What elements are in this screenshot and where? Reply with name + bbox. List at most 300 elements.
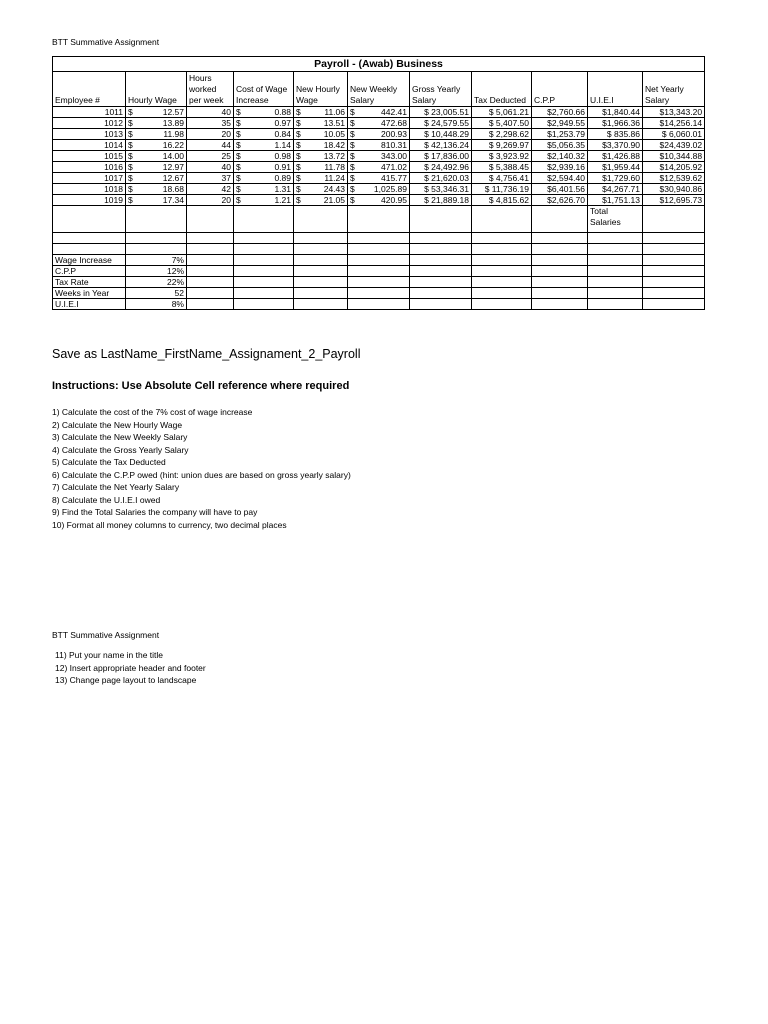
empty-cell (187, 255, 234, 266)
uiei-cell: $ 835.86 (588, 129, 643, 140)
uiei-cell: $4,267.71 (588, 184, 643, 195)
parameter-row (53, 266, 705, 277)
tax-deducted-cell: $ 5,407.50 (472, 118, 532, 129)
empty-cell (234, 299, 294, 310)
employee-number-cell: 1017 (53, 173, 126, 184)
cost-of-increase-cell (234, 151, 294, 162)
currency-symbol: $ (236, 195, 241, 205)
currency-symbol: $ (350, 184, 355, 194)
empty-cell (532, 244, 588, 255)
empty-cell (234, 288, 294, 299)
parameter-row (53, 299, 705, 310)
empty-cell (532, 206, 588, 233)
currency-symbol: $ (128, 173, 133, 183)
empty-cell (294, 244, 348, 255)
empty-cell (643, 266, 705, 277)
table-row (53, 129, 705, 140)
new-weekly-salary-cell (348, 151, 410, 162)
empty-cell (643, 206, 705, 233)
cell-value: 0.91 (274, 162, 291, 172)
currency-symbol: $ (128, 151, 133, 161)
column-header: Hours worked per week (187, 72, 234, 107)
currency-symbol: $ (350, 195, 355, 205)
tax-deducted-cell: $ 11,736.19 (472, 184, 532, 195)
empty-cell (472, 206, 532, 233)
cell-value: 18.68 (162, 184, 184, 194)
empty-cell (532, 233, 588, 244)
cost-of-increase-cell (234, 184, 294, 195)
empty-cell (588, 277, 643, 288)
parameter-row (53, 277, 705, 288)
hourly-wage-cell (126, 173, 187, 184)
parameter-value: 52 (126, 288, 187, 299)
currency-symbol: $ (350, 140, 355, 150)
cell-value: 420.95 (381, 195, 407, 205)
currency-symbol: $ (350, 162, 355, 172)
currency-symbol: $ (236, 151, 241, 161)
cost-of-increase-cell (234, 173, 294, 184)
uiei-cell: $1,840.44 (588, 107, 643, 118)
total-salaries-label: Total Salaries (588, 206, 643, 233)
cell-value: 1.31 (274, 184, 291, 194)
total-row (53, 206, 705, 233)
gross-yearly-salary-cell: $ 21,620.03 (410, 173, 472, 184)
currency-symbol: $ (296, 129, 301, 139)
employee-number-cell: 1012 (53, 118, 126, 129)
cell-value: 415.77 (381, 173, 407, 183)
tax-deducted-cell: $ 9,269.97 (472, 140, 532, 151)
empty-cell (348, 255, 410, 266)
tax-deducted-cell: $ 5,061.21 (472, 107, 532, 118)
currency-symbol: $ (350, 129, 355, 139)
currency-symbol: $ (128, 195, 133, 205)
cpp-cell: $6,401.56 (532, 184, 588, 195)
net-yearly-salary-cell: $ 6,060.01 (643, 129, 705, 140)
currency-symbol: $ (236, 173, 241, 183)
cell-value: 0.84 (274, 129, 291, 139)
cell-value: 0.88 (274, 107, 291, 117)
instruction-step: 8) Calculate the U.I.E.I owed (52, 494, 161, 505)
header-row (53, 72, 705, 107)
empty-cell (643, 299, 705, 310)
hourly-wage-cell (126, 118, 187, 129)
parameter-value: 8% (126, 299, 187, 310)
cell-value: 11.24 (324, 173, 345, 183)
document-title-2: BTT Summative Assignment (52, 630, 160, 640)
uiei-cell: $1,959.44 (588, 162, 643, 173)
empty-cell (472, 233, 532, 244)
employee-number-cell: 1014 (53, 140, 126, 151)
hours-worked-cell: 44 (187, 140, 234, 151)
empty-cell (410, 266, 472, 277)
currency-symbol: $ (128, 107, 133, 117)
table-row (53, 162, 705, 173)
title-row (53, 57, 705, 72)
hours-worked-cell: 20 (187, 195, 234, 206)
column-header: Cost of Wage Increase (234, 72, 294, 107)
table-row (53, 184, 705, 195)
table-row (53, 107, 705, 118)
instruction-list-2 (55, 649, 206, 687)
empty-cell (234, 233, 294, 244)
hourly-wage-cell (126, 162, 187, 173)
cost-of-increase-cell (234, 129, 294, 140)
new-weekly-salary-cell (348, 162, 410, 173)
empty-cell (187, 206, 234, 233)
hourly-wage-cell (126, 107, 187, 118)
empty-cell (643, 288, 705, 299)
cpp-cell: $2,594.40 (532, 173, 588, 184)
empty-cell (348, 206, 410, 233)
cost-of-increase-cell (234, 107, 294, 118)
instruction-step: 3) Calculate the New Weekly Salary (52, 432, 188, 442)
empty-cell (294, 206, 348, 233)
parameter-value: 12% (126, 266, 187, 277)
empty-cell (410, 206, 472, 233)
empty-cell (348, 244, 410, 255)
column-header: Net Yearly Salary (643, 72, 705, 107)
instructions-title: Instructions: Use Absolute Cell reference where required (52, 380, 350, 392)
currency-symbol: $ (296, 140, 301, 150)
cell-value: 16.22 (162, 140, 184, 150)
tax-deducted-cell: $ 5,388.45 (472, 162, 532, 173)
new-hourly-wage-cell (294, 173, 348, 184)
new-weekly-salary-cell (348, 129, 410, 140)
instruction-step: 10) Format all money columns to currency, two decimal places (52, 519, 287, 530)
gross-yearly-salary-cell: $ 21,889.18 (410, 195, 472, 206)
cell-value: 13.51 (323, 118, 345, 128)
cpp-cell: $1,253.79 (532, 129, 588, 140)
new-hourly-wage-cell (294, 162, 348, 173)
hourly-wage-cell (126, 140, 187, 151)
currency-symbol: $ (296, 162, 301, 172)
empty-cell (126, 244, 187, 255)
empty-cell (187, 244, 234, 255)
cell-value: 18.42 (323, 140, 345, 150)
uiei-cell: $1,966.36 (588, 118, 643, 129)
net-yearly-salary-cell: $24,439.02 (643, 140, 705, 151)
parameter-label: C.P.P (53, 266, 126, 277)
hourly-wage-cell (126, 129, 187, 140)
cell-value: 12.57 (162, 107, 184, 117)
gross-yearly-salary-cell: $ 23,005.51 (410, 107, 472, 118)
gross-yearly-salary-cell: $ 24,579.55 (410, 118, 472, 129)
empty-cell (348, 288, 410, 299)
currency-symbol: $ (296, 195, 301, 205)
empty-cell (234, 277, 294, 288)
empty-cell (643, 255, 705, 266)
empty-cell (472, 255, 532, 266)
new-hourly-wage-cell (294, 118, 348, 129)
empty-cell (588, 299, 643, 310)
parameter-row (53, 288, 705, 299)
empty-cell (532, 277, 588, 288)
cell-value: 11.98 (163, 129, 184, 139)
hourly-wage-cell (126, 151, 187, 162)
empty-row (53, 233, 705, 244)
instruction-step: 12) Insert appropriate header and footer (55, 662, 206, 673)
gross-yearly-salary-cell: $ 42,136.24 (410, 140, 472, 151)
cell-value: 343.00 (381, 151, 407, 161)
column-header: Gross Yearly Salary (410, 72, 472, 107)
empty-cell (348, 299, 410, 310)
hours-worked-cell: 20 (187, 129, 234, 140)
empty-cell (187, 277, 234, 288)
new-weekly-salary-cell (348, 195, 410, 206)
cell-value: 810.31 (381, 140, 407, 150)
empty-cell (588, 266, 643, 277)
gross-yearly-salary-cell: $ 24,492.96 (410, 162, 472, 173)
net-yearly-salary-cell: $30,940.86 (643, 184, 705, 195)
instruction-step: 13) Change page layout to landscape (55, 675, 197, 685)
empty-cell (472, 277, 532, 288)
new-weekly-salary-cell (348, 118, 410, 129)
empty-cell (410, 255, 472, 266)
empty-cell (234, 206, 294, 233)
gross-yearly-salary-cell: $ 10,448.29 (410, 129, 472, 140)
empty-cell (472, 299, 532, 310)
empty-cell (410, 244, 472, 255)
cell-value: 24.43 (323, 184, 345, 194)
empty-cell (348, 277, 410, 288)
cell-value: 472.68 (381, 118, 407, 128)
cell-value: 0.97 (274, 118, 291, 128)
uiei-cell: $1,729.60 (588, 173, 643, 184)
empty-cell (472, 288, 532, 299)
cell-value: 21.05 (323, 195, 345, 205)
cell-value: 471.02 (381, 162, 407, 172)
currency-symbol: $ (128, 118, 133, 128)
empty-cell (348, 266, 410, 277)
cell-value: 0.89 (274, 173, 291, 183)
instruction-step: 9) Find the Total Salaries the company will have to pay (52, 507, 258, 517)
currency-symbol: $ (296, 151, 301, 161)
sheet-title: Payroll - (Awab) Business (53, 57, 705, 72)
empty-cell (410, 299, 472, 310)
currency-symbol: $ (128, 162, 133, 172)
empty-cell (643, 277, 705, 288)
instruction-list (52, 406, 351, 531)
instruction-step: 7) Calculate the Net Yearly Salary (52, 482, 180, 492)
currency-symbol: $ (350, 173, 355, 183)
tax-deducted-cell: $ 3,923.92 (472, 151, 532, 162)
empty-cell (126, 206, 187, 233)
cost-of-increase-cell (234, 195, 294, 206)
currency-symbol: $ (128, 129, 133, 139)
empty-cell (472, 244, 532, 255)
currency-symbol: $ (236, 162, 241, 172)
empty-cell (532, 299, 588, 310)
empty-cell (294, 299, 348, 310)
hours-worked-cell: 42 (187, 184, 234, 195)
currency-symbol: $ (236, 118, 241, 128)
instruction-step: 4) Calculate the Gross Yearly Salary (52, 444, 189, 455)
empty-cell (53, 206, 126, 233)
cell-value: 12.97 (162, 162, 184, 172)
currency-symbol: $ (296, 173, 301, 183)
currency-symbol: $ (350, 151, 355, 161)
net-yearly-salary-cell: $14,205.92 (643, 162, 705, 173)
column-header: New Hourly Wage (294, 72, 348, 107)
cell-value: 11.06 (324, 107, 345, 117)
cell-value: 0.98 (274, 151, 291, 161)
empty-row (53, 244, 705, 255)
gross-yearly-salary-cell: $ 17,836.00 (410, 151, 472, 162)
parameter-value: 7% (126, 255, 187, 266)
net-yearly-salary-cell: $12,539.62 (643, 173, 705, 184)
currency-symbol: $ (128, 184, 133, 194)
uiei-cell: $1,751.13 (588, 195, 643, 206)
cpp-cell: $2,760.66 (532, 107, 588, 118)
empty-cell (643, 233, 705, 244)
currency-symbol: $ (236, 184, 241, 194)
employee-number-cell: 1013 (53, 129, 126, 140)
hours-worked-cell: 35 (187, 118, 234, 129)
save-instruction: Save as LastName_FirstName_Assignament_2_Payroll (52, 347, 361, 361)
empty-cell (588, 288, 643, 299)
parameter-value: 22% (126, 277, 187, 288)
payroll-table (52, 56, 705, 310)
hourly-wage-cell (126, 195, 187, 206)
cell-value: 442.41 (381, 107, 407, 117)
empty-cell (187, 288, 234, 299)
new-weekly-salary-cell (348, 107, 410, 118)
new-hourly-wage-cell (294, 195, 348, 206)
column-header: C.P.P (532, 72, 588, 107)
hourly-wage-cell (126, 184, 187, 195)
cell-value: 1,025.89 (373, 184, 407, 194)
column-header: Tax Deducted (472, 72, 532, 107)
currency-symbol: $ (236, 129, 241, 139)
cell-value: 13.72 (323, 151, 345, 161)
cell-value: 11.78 (324, 162, 345, 172)
parameter-label: Weeks in Year (53, 288, 126, 299)
empty-cell (187, 299, 234, 310)
parameter-row (53, 255, 705, 266)
uiei-cell: $1,426.88 (588, 151, 643, 162)
uiei-cell: $3,370.90 (588, 140, 643, 151)
empty-cell (187, 266, 234, 277)
new-weekly-salary-cell (348, 184, 410, 195)
empty-cell (532, 255, 588, 266)
employee-number-cell: 1015 (53, 151, 126, 162)
parameter-label: Tax Rate (53, 277, 126, 288)
tax-deducted-cell: $ 4,815.62 (472, 195, 532, 206)
employee-number-cell: 1019 (53, 195, 126, 206)
column-header: U.I.E.I (588, 72, 643, 107)
instruction-step: 2) Calculate the New Hourly Wage (52, 419, 183, 430)
empty-cell (532, 266, 588, 277)
empty-cell (234, 244, 294, 255)
cell-value: 1.14 (274, 140, 291, 150)
instruction-step: 6) Calculate the C.P.P owed (hint: union dues are based on gross yearly salary) (52, 469, 351, 480)
new-hourly-wage-cell (294, 140, 348, 151)
hours-worked-cell: 25 (187, 151, 234, 162)
cost-of-increase-cell (234, 162, 294, 173)
parameter-label: Wage Increase (53, 255, 126, 266)
cell-value: 1.21 (274, 195, 291, 205)
net-yearly-salary-cell: $14,256.14 (643, 118, 705, 129)
empty-cell (532, 288, 588, 299)
currency-symbol: $ (128, 140, 133, 150)
cpp-cell: $2,140.32 (532, 151, 588, 162)
column-header: Employee # (53, 72, 126, 107)
new-weekly-salary-cell (348, 140, 410, 151)
empty-cell (234, 255, 294, 266)
empty-cell (294, 288, 348, 299)
cost-of-increase-cell (234, 140, 294, 151)
empty-cell (53, 244, 126, 255)
cpp-cell: $2,626.70 (532, 195, 588, 206)
instruction-step: 1) Calculate the cost of the 7% cost of wage increase (52, 407, 253, 417)
hours-worked-cell: 40 (187, 162, 234, 173)
currency-symbol: $ (296, 184, 301, 194)
instruction-step: 11) Put your name in the title (55, 650, 164, 660)
net-yearly-salary-cell: $12,695.73 (643, 195, 705, 206)
employee-number-cell: 1011 (53, 107, 126, 118)
empty-cell (126, 233, 187, 244)
cell-value: 10.05 (323, 129, 345, 139)
empty-cell (294, 266, 348, 277)
cell-value: 200.93 (381, 129, 407, 139)
empty-cell (53, 233, 126, 244)
empty-cell (588, 255, 643, 266)
hours-worked-cell: 37 (187, 173, 234, 184)
cpp-cell: $2,939.16 (532, 162, 588, 173)
new-hourly-wage-cell (294, 129, 348, 140)
currency-symbol: $ (350, 107, 355, 117)
net-yearly-salary-cell: $10,344.88 (643, 151, 705, 162)
empty-cell (187, 233, 234, 244)
empty-cell (643, 244, 705, 255)
empty-cell (294, 233, 348, 244)
new-hourly-wage-cell (294, 151, 348, 162)
cell-value: 17.34 (162, 195, 184, 205)
employee-number-cell: 1018 (53, 184, 126, 195)
column-header: Hourly Wage (126, 72, 187, 107)
employee-number-cell: 1016 (53, 162, 126, 173)
cost-of-increase-cell (234, 118, 294, 129)
new-hourly-wage-cell (294, 107, 348, 118)
empty-cell (294, 277, 348, 288)
currency-symbol: $ (236, 107, 241, 117)
instruction-step: 5) Calculate the Tax Deducted (52, 457, 166, 467)
tax-deducted-cell: $ 4,756.41 (472, 173, 532, 184)
table-row (53, 151, 705, 162)
new-weekly-salary-cell (348, 173, 410, 184)
cpp-cell: $2,949.55 (532, 118, 588, 129)
empty-cell (588, 244, 643, 255)
table-row (53, 140, 705, 151)
empty-cell (294, 255, 348, 266)
hours-worked-cell: 40 (187, 107, 234, 118)
empty-cell (588, 233, 643, 244)
column-header: New Weekly Salary (348, 72, 410, 107)
document-title: BTT Summative Assignment (52, 37, 160, 47)
empty-cell (410, 288, 472, 299)
currency-symbol: $ (350, 118, 355, 128)
new-hourly-wage-cell (294, 184, 348, 195)
empty-cell (348, 233, 410, 244)
table-row (53, 173, 705, 184)
tax-deducted-cell: $ 2,298.62 (472, 129, 532, 140)
empty-cell (410, 277, 472, 288)
cell-value: 13.89 (162, 118, 184, 128)
table-row (53, 195, 705, 206)
empty-cell (234, 266, 294, 277)
currency-symbol: $ (296, 118, 301, 128)
empty-cell (410, 233, 472, 244)
